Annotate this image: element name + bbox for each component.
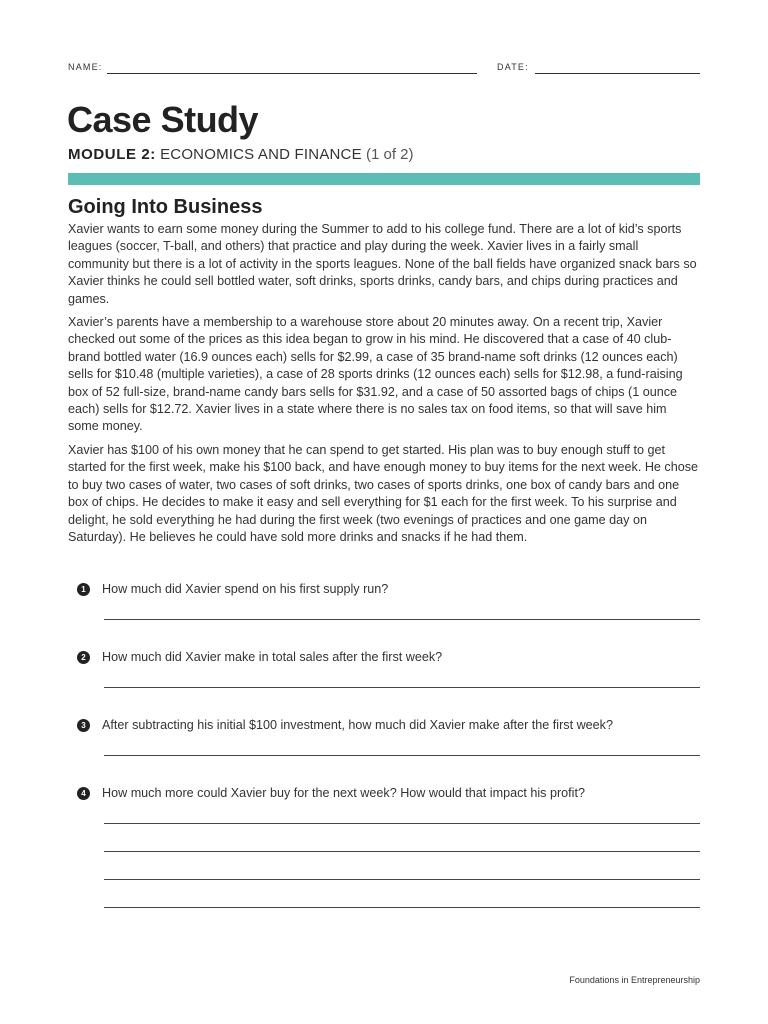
- body-paragraph: Xavier wants to earn some money during the Summer to add to his college fund. There are a lot of kid’s sports leagues (soccer, T-ball, and others) that practice and play during the week. Xavier lives in a fairly small community but there is a lot of activity in the sports leagues. None of the ball fields have organized snack bars so Xavier thinks he could sell bottled water, soft drinks, sports drinks, candy bars, and chips during practices and games.: [68, 222, 697, 306]
- question-text: How much did Xavier make in total sales after the first week?: [102, 650, 443, 664]
- answer-line[interactable]: [104, 851, 700, 852]
- section-heading: Going Into Business: [68, 196, 263, 218]
- question-number-badge: 4: [77, 787, 90, 800]
- question-number-badge: 2: [77, 651, 90, 664]
- question-text: After subtracting his initial $100 investment, how much did Xavier make after the first week?: [102, 718, 613, 732]
- module-subject: ECONOMICS AND FINANCE: [160, 146, 362, 163]
- answer-line[interactable]: [104, 619, 700, 620]
- name-label: NAME:: [68, 62, 103, 72]
- answer-line[interactable]: [104, 687, 700, 688]
- module-part: (1 of 2): [365, 146, 414, 163]
- module-label: MODULE 2:: [68, 146, 156, 163]
- question-number-badge: 1: [77, 583, 90, 596]
- accent-divider-bar: [68, 173, 700, 185]
- answer-line[interactable]: [104, 755, 700, 756]
- date-field-line[interactable]: [535, 73, 700, 74]
- question-text: How much did Xavier spend on his first supply run?: [102, 582, 389, 596]
- body-paragraph: Xavier has $100 of his own money that he can spend to get started. His plan was to buy enough stuff to get started for the first week, make his $100 back, and have enough money to buy items for the next week. He chose to buy two cases of water, two cases of soft drinks, two cases of sports drinks, one box of candy bars and one box of chips. He decides to make it easy and sell everything for $1 each for the first week. To his surprise and delight, he sold everything he had during the first week (two evenings of practices and one game day on Saturday). He believes he could have sold more drinks and snacks if he had them.: [68, 442, 699, 544]
- date-label: DATE:: [497, 62, 529, 72]
- name-field-line[interactable]: [107, 73, 477, 74]
- answer-line[interactable]: [104, 907, 700, 908]
- worksheet-page: [68, 0, 700, 1024]
- body-paragraph: Xavier’s parents have a membership to a warehouse store about 20 minutes away. On a recent trip, Xavier checked out some of the prices as this idea began to grow in his mind. He discovered that a case of 40 club-brand bottled water (16.9 ounces each) sells for $2.99, a case of 35 brand-name soft drinks (12 ounces each) sells for $10.48 (multiple varieties), a case of 28 sports drinks (12 ounces each) sells for $12.98, a fund-raising box of 52 full-size, brand-name candy bars sells for $31.92, and a case of 50 assorted bags of chips (1 ounce each) sells for $12.72. Xavier lives in a state where there is no sales tax on food items, so that will save him some money.: [68, 315, 683, 434]
- question-text: How much more could Xavier buy for the next week? How would that impact his profit?: [102, 786, 585, 800]
- answer-line[interactable]: [104, 823, 700, 824]
- name-date-row: [68, 60, 700, 76]
- module-subtitle: [68, 145, 414, 165]
- answer-line[interactable]: [104, 879, 700, 880]
- page-title: Case Study: [67, 99, 259, 140]
- footer-publication: Foundations in Entrepreneurship: [569, 975, 700, 985]
- question-number-badge: 3: [77, 719, 90, 732]
- case-body: [68, 221, 700, 552]
